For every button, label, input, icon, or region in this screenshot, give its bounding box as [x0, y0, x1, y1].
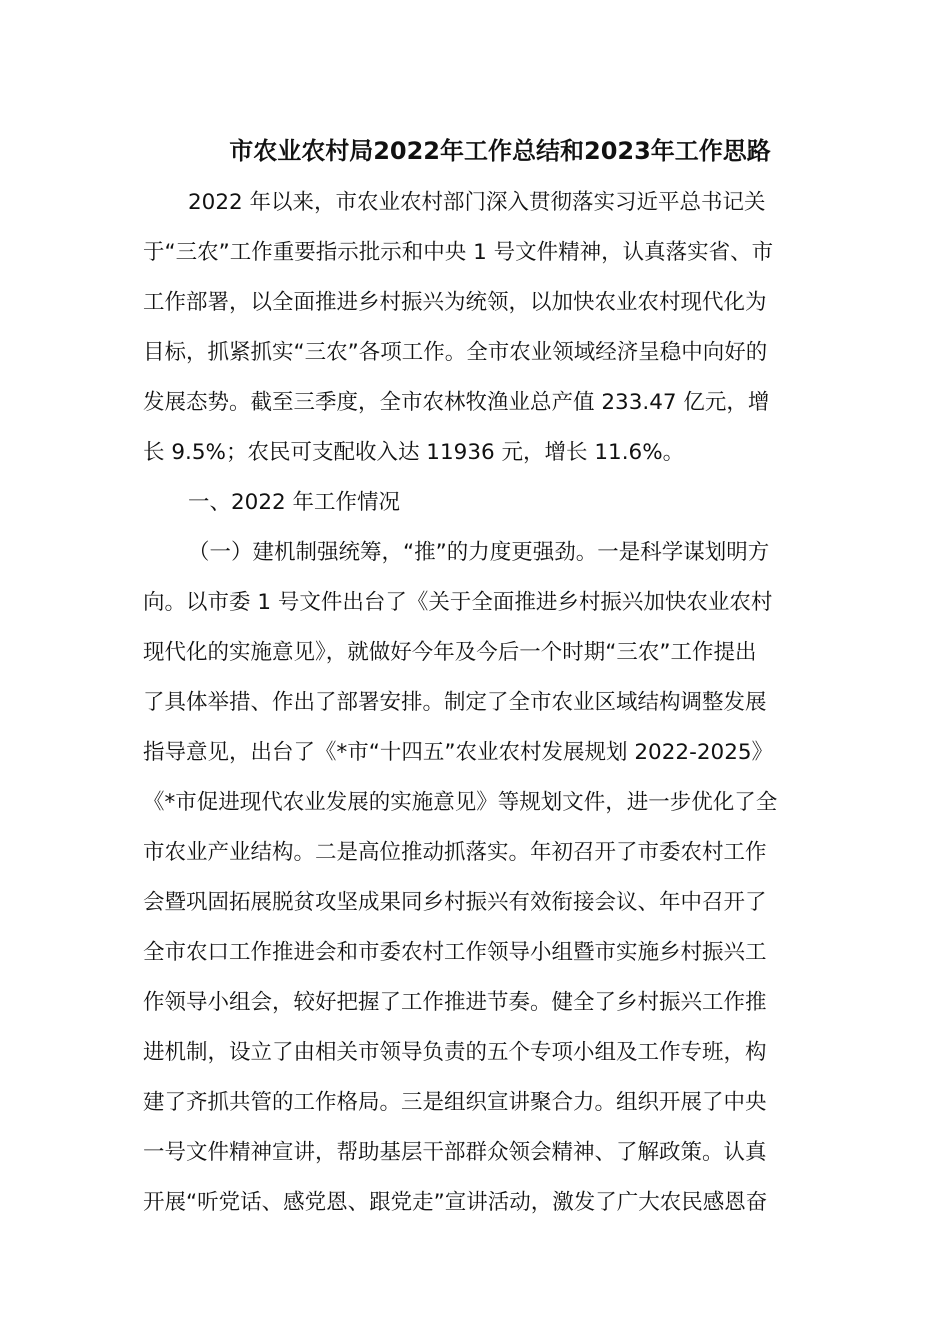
text-line: 市农业产业结构。二是高位推动抓落实。年初召开了市委农村工作 [143, 840, 767, 865]
text-line: 2022 年以来，市农业农村部门深入贯彻落实习近平总书记关 [188, 190, 766, 215]
text-line: 作领导小组会，较好把握了工作推进节奏。健全了乡村振兴工作推 [143, 990, 767, 1015]
text-line: 进机制，设立了由相关市领导负责的五个专项小组及工作专班，构 [143, 1040, 767, 1065]
text-line: 了具体举措、作出了部署安排。制定了全市农业区域结构调整发展 [143, 690, 767, 715]
text-line: 于“三农”工作重要指示批示和中央 1 号文件精神，认真落实省、市 [143, 240, 774, 265]
text-line: 一号文件精神宣讲，帮助基层干部群众领会精神、了解政策。认真 [143, 1140, 767, 1165]
document-title: 市农业农村局2022年工作总结和2023年工作思路 [229, 137, 771, 165]
text-line: 长 9.5%；农民可支配收入达 11936 元，增长 11.6%。 [143, 440, 685, 465]
document-body [143, 178, 808, 1228]
section-heading: 一、2022 年工作情况 [188, 490, 401, 515]
text-line: （一）建机制强统筹，“推”的力度更强劲。一是科学谋划明方 [188, 540, 770, 565]
text-line: 全市农口工作推进会和市委农村工作领导小组暨市实施乡村振兴工 [143, 940, 767, 965]
text-line: 会暨巩固拓展脱贫攻坚成果同乡村振兴有效衔接会议、年中召开了 [143, 890, 767, 915]
text-line: 工作部署，以全面推进乡村振兴为统领，以加快农业农村现代化为 [143, 290, 767, 315]
text-line: 发展态势。截至三季度，全市农林牧渔业总产值 233.47 亿元，增 [143, 390, 770, 415]
text-line: 目标，抓紧抓实“三农”各项工作。全市农业领域经济呈稳中向好的 [143, 340, 768, 365]
text-line: 《*市促进现代农业发展的实施意见》等规划文件，进一步优化了全 [143, 790, 778, 815]
text-line: 开展“听党话、感党恩、跟党走”宣讲活动，激发了广大农民感恩奋 [143, 1190, 768, 1215]
text-line: 向。以市委 1 号文件出台了《关于全面推进乡村振兴加快农业农村 [143, 590, 773, 615]
text-line: 现代化的实施意见》，就做好今年及今后一个时期“三农”工作提出 [143, 640, 757, 665]
text-line: 建了齐抓共管的工作格局。三是组织宣讲聚合力。组织开展了中央 [143, 1090, 767, 1115]
text-line: 指导意见，出台了《*市“十四五”农业农村发展规划 2022-2025》 [143, 740, 774, 765]
